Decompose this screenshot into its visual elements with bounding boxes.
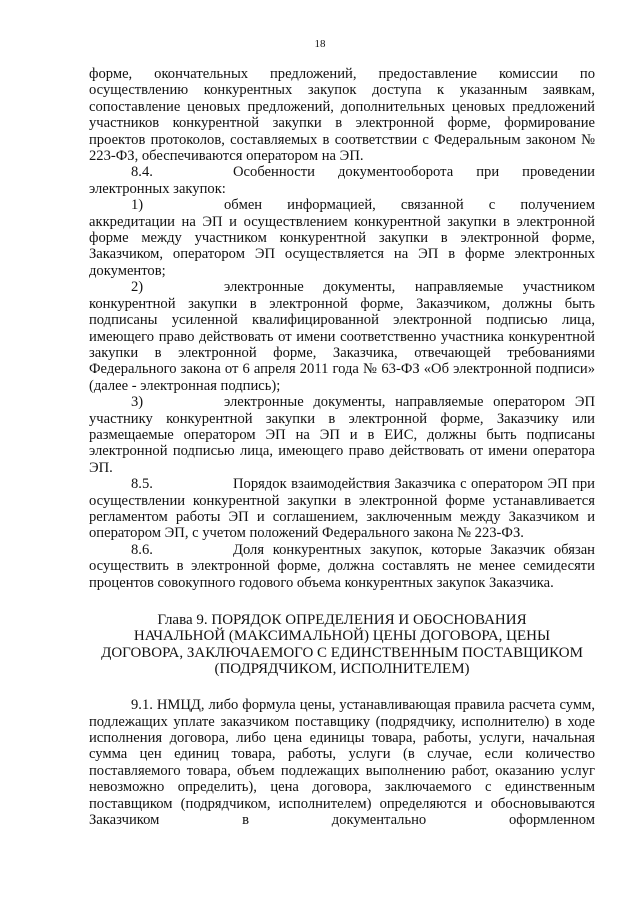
section-label: 8.4. — [131, 164, 153, 181]
list-item-2 — [89, 279, 595, 394]
list-item-text: электронные документы, направляемые оператором ЭП участнику конкурентной закупки в электронной форме, Заказчику или размещаемые оператором ЭП на ЭП и в ЕИС, должны быть подписаны электронной подписью лица, имеющего право действовать от имени оператора ЭП. — [89, 394, 595, 476]
list-item-label: 3) — [131, 394, 144, 411]
section-9-1: 9.1. НМЦД, либо формула цены, устанавливающая правила расчета сумм, подлежащих уплате заказчиком поставщику (подрядчику, исполнителю) в ходе исполнения договора, либо цена единицы товара, работы, услуги, начальная сумма цен единиц товара, работы, услуги (в случае, если количество поставляемого товара, объем подлежащих выполнению работ, оказанию услуг невозможно определить), цена договора, заключаемого с единственным поставщиком (подрядчиком, исполнителем) определяются и обосновываются Заказчиком в документально оформленном — [89, 697, 595, 829]
list-item-text: обмен информацией, связанной с получением аккредитации на ЭП и осуществлением конкурентной закупки в электронной форме между участником конкурентной закупки в электронной форме, Заказчиком, оператором ЭП осуществляется на ЭП в форме электронных документов; — [89, 197, 595, 279]
section-text: Доля конкурентных закупок, которые Заказчик обязан осуществить в электронной форме, должна составлять не менее семидесяти процентов совокупного годового объема конкурентных закупок Заказчика. — [89, 541, 595, 591]
section-text: Порядок взаимодействия Заказчика с оператором ЭП при осуществлении конкурентной закупки в электронной форме устанавливается регламентом работы ЭП и соглашением, заключенным между Заказчиком и оператором ЭП, с учетом положений Федерального закона № 223-ФЗ. — [89, 476, 595, 542]
document-body — [89, 66, 595, 828]
section-label: 8.6. — [131, 541, 153, 558]
list-item-label: 2) — [131, 279, 144, 296]
chapter-heading-line: Глава 9. ПОРЯДОК ОПРЕДЕЛЕНИЯ И ОБОСНОВАНИЯ — [157, 612, 527, 628]
intro-paragraph: форме, окончательных предложений, предоставление комиссии по осуществлению конкурентных закупок доступа к указанным заявкам, сопоставление ценовых предложений, дополнительных ценовых предложений участников конкурентной закупки в электронной форме, формирование проектов протоколов, составляемых в соответствии с Федеральным законом № 223-ФЗ, обеспечиваются оператором на ЭП. — [89, 66, 595, 165]
section-8-4 — [89, 164, 595, 197]
chapter-heading — [89, 612, 595, 677]
list-item-1 — [89, 197, 595, 279]
list-item-3 — [89, 394, 595, 476]
section-8-5 — [89, 476, 595, 542]
list-item-text: электронные документы, направляемые участником конкурентной закупки в электронной форме, Заказчиком, должны быть подписаны усиленной квалифицированной электронной подписью лица, имеющего право действовать от имени соответственно участника конкурентной закупки в электронной форме, Заказчика, отвечающей требованиями Федерального закона от 6 апреля 2011 года № 63-ФЗ «Об электронной подписи» (далее - электронная подпись); — [89, 279, 595, 394]
chapter-heading-line: (ПОДРЯДЧИКОМ, ИСПОЛНИТЕЛЕМ) — [214, 660, 470, 677]
page-number: 18 — [314, 38, 326, 50]
spacer — [89, 677, 595, 697]
section-text: Особенности документооборота при проведении электронных закупок: — [89, 164, 595, 197]
section-label: 8.5. — [131, 476, 153, 493]
section-8-6 — [89, 542, 595, 591]
chapter-heading-line: ДОГОВОРА, ЗАКЛЮЧАЕМОГО С ЕДИНСТВЕННЫМ ПОСТАВЩИКОМ — [101, 644, 583, 661]
list-item-label: 1) — [131, 197, 144, 214]
chapter-heading-line: НАЧАЛЬНОЙ (МАКСИМАЛЬНОЙ) ЦЕНЫ ДОГОВОРА, ЦЕНЫ — [133, 628, 551, 645]
